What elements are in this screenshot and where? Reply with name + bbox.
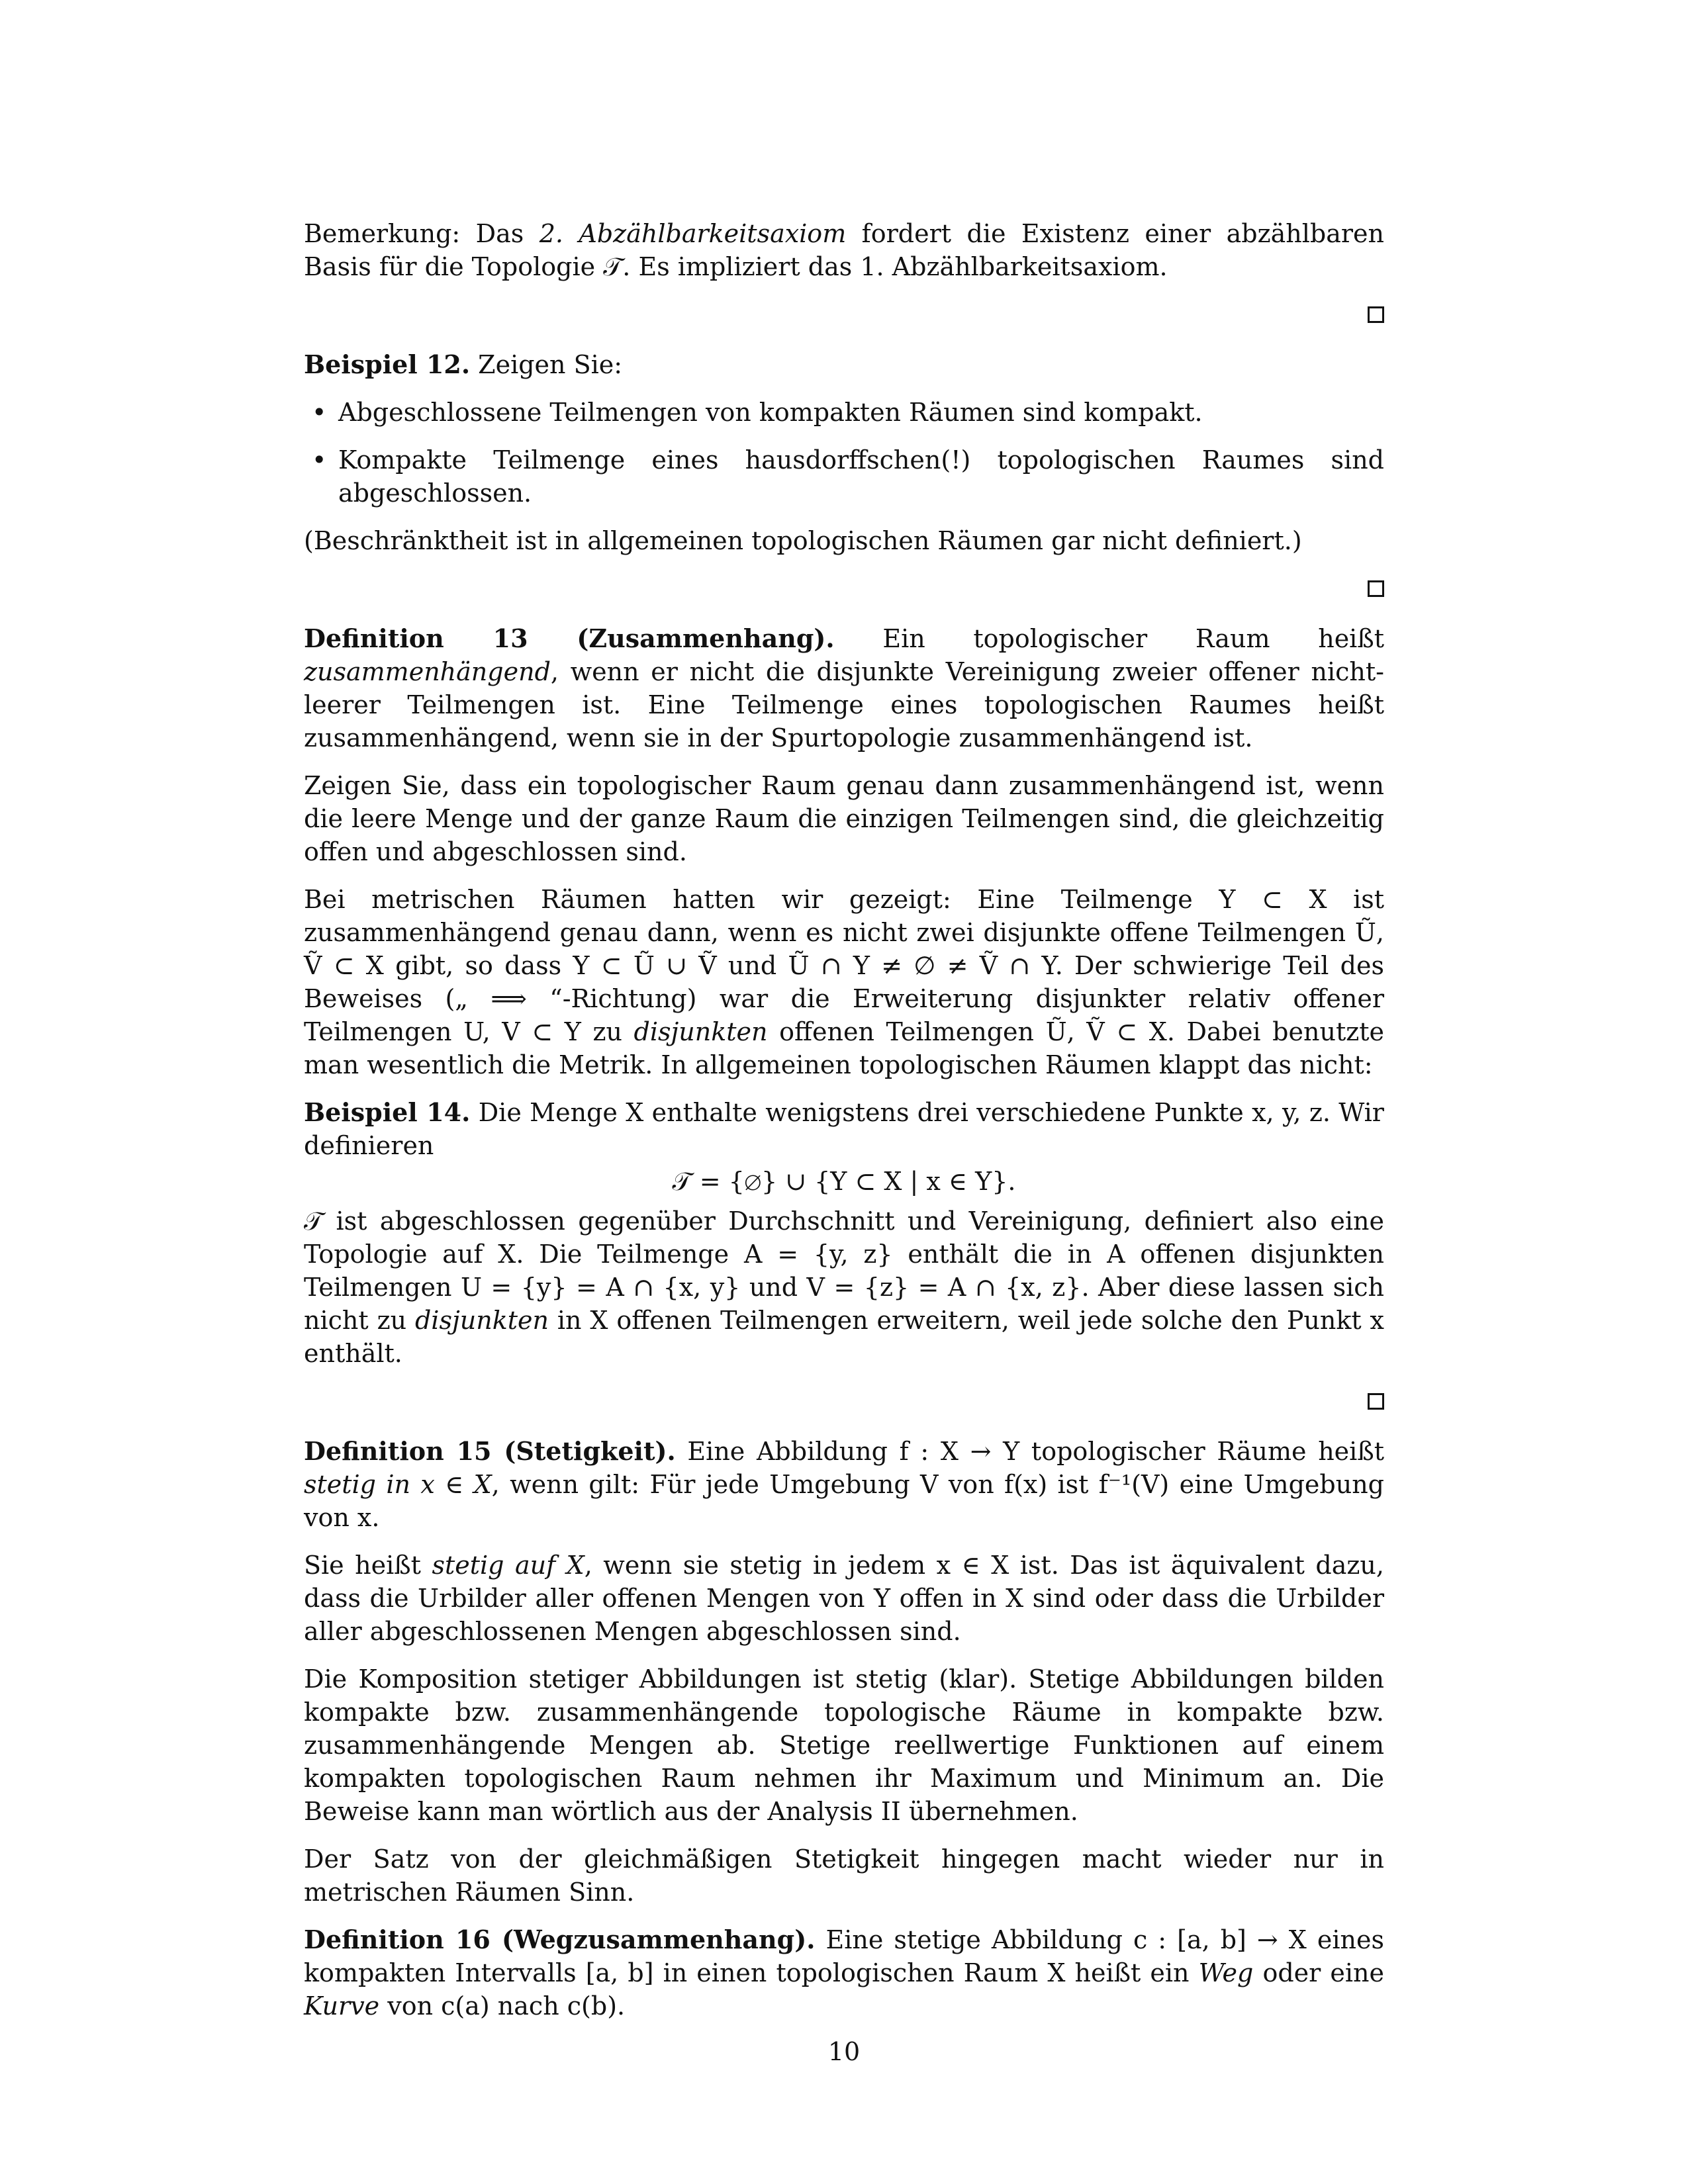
qed-square-icon — [1368, 1393, 1384, 1410]
qed-line — [304, 298, 1384, 334]
definition-15-text-end: , wenn gilt: Für jede Umgebung V von f(x) ist f⁻¹(V) eine Umgebung von x. — [304, 1470, 1384, 1532]
metric-note-text: Bei metrischen Räumen hatten wir gezeigt: Eine Teilmenge Y ⊂ X ist zusammenhängend genau dann, wenn es nicht zwei disjunkte offene Teilmengen Ũ, Ṽ ⊂ X gibt, so dass Y ⊂ Ũ ∪ Ṽ und Ũ ∩ Y ≠ ∅ ≠ Ṽ ∩ Y. Der schwierige Teil des Beweises („ ⟹ “-Richtung) war die Erweiterung disjunkter relativ offener Teilmengen U, V ⊂ Y zu — [304, 885, 1384, 1046]
example-14-text: Die Menge X enthalte wenigstens drei verschiedene Punkte x, y, z. Wir definieren — [304, 1098, 1384, 1160]
definition-15-global — [304, 1549, 1384, 1648]
definition-15-label: Definition 15 (Stetigkeit). — [304, 1436, 676, 1466]
definition-16-term-weg: Weg — [1198, 1958, 1254, 1987]
qed-square-icon — [1368, 306, 1384, 323]
definition-16-term-kurve: Kurve — [304, 1991, 380, 2021]
example-14-explanation-text: 𝒯 ist abgeschlossen gegenüber Durchschnitt und Vereinigung, definiert also eine Topologie auf X. Die Teilmenge A = {y, z} enthält die in A offenen disjunkten Teilmengen U = {y} = A ∩ {x, y} und V = {z} = A ∩ {x, z}. Aber diese lassen sich nicht zu — [304, 1206, 1384, 1335]
definition-13-label: Definition 13 (Zusammenhang). — [304, 623, 835, 653]
metric-note-emphasis: disjunkten — [633, 1017, 768, 1046]
qed-line — [304, 572, 1384, 608]
remark-text-end: fordert die Existenz einer abzählbaren Basis für die Topologie 𝒯. Es impliziert das 1. Abzählbarkeitsaxiom. — [304, 219, 1385, 281]
example-12-intro-text: Zeigen Sie: — [470, 350, 623, 379]
definition-13-task: Zeigen Sie, dass ein topologischer Raum genau dann zusammenhängend ist, wenn die leere Menge und der ganze Raum die einzigen Teilmengen sind, die gleichzeitig offen und abgeschlossen sind. — [304, 771, 1384, 866]
definition-15-paragraph — [304, 1435, 1384, 1534]
remark-text: Bemerkung: Das — [304, 219, 539, 248]
definition-16-text: Eine stetige Abbildung c : [a, b] → X eines kompakten Intervalls [a, b] in einen topologischen Raum X heißt ein — [304, 1925, 1384, 1987]
example-12-intro — [304, 348, 1384, 381]
example-12-note: (Beschränktheit ist in allgemeinen topologischen Räumen gar nicht definiert.) — [304, 526, 1302, 555]
definition-13-metric-note — [304, 883, 1384, 1081]
list-item: • Abgeschlossene Teilmengen von kompakten Räumen sind kompakt. — [338, 396, 1384, 429]
example-14-explanation-end: in X offenen Teilmengen erweitern, weil jede solche den Punkt x enthält. — [304, 1306, 1384, 1368]
definition-15-text: Eine Abbildung f : X → Y topologischer Räume heißt — [675, 1437, 1384, 1466]
remark-paragraph — [304, 217, 1384, 283]
list-item: • Kompakte Teilmenge eines hausdorffschen(!) topologischen Raumes sind abgeschlossen. — [338, 443, 1384, 510]
metric-note-text-end: offenen Teilmengen Ũ, Ṽ ⊂ X. Dabei benutzte man wesentlich die Metrik. In allgemeinen topologischen Räumen klappt das nicht: — [304, 1017, 1384, 1079]
definition-16-label: Definition 16 (Wegzusammenhang). — [304, 1925, 816, 1954]
definition-16-text-end: von c(a) nach c(b). — [379, 1991, 626, 2021]
definition-16-text-mid: oder eine — [1253, 1958, 1384, 1987]
example-12-list — [304, 396, 1384, 510]
global-text-end: , wenn sie stetig in jedem x ∈ X ist. Das ist äquivalent dazu, dass die Urbilder aller offenen Mengen von Y offen in X sind oder dass die Urbilder aller abgeschlossenen Mengen abgeschlossen sind. — [304, 1551, 1384, 1646]
remark-emphasis: 2. Abzählbarkeitsaxiom — [539, 219, 847, 248]
qed-square-icon — [1368, 580, 1384, 597]
definition-15-uniform: Der Satz von der gleichmäßigen Stetigkeit hingegen macht wieder nur in metrischen Räumen Sinn. — [304, 1844, 1384, 1907]
definition-15-term: stetig in x ∈ X — [304, 1470, 492, 1499]
definition-13-term: zusammenhängend — [304, 657, 551, 686]
example-14-label: Beispiel 14. — [304, 1097, 471, 1127]
page-content — [304, 217, 1384, 2037]
display-formula: 𝒯 = {∅} ∪ {Y ⊂ X | x ∈ Y}. — [672, 1167, 1016, 1196]
example-12-label: Beispiel 12. — [304, 349, 471, 379]
definition-16-paragraph — [304, 1923, 1384, 2023]
example-14-explanation — [304, 1205, 1384, 1370]
example-14-emphasis: disjunkten — [414, 1306, 549, 1335]
page-number: 10 — [827, 2037, 861, 2066]
definition-13-paragraph — [304, 622, 1384, 754]
definition-13-text-end: , wenn er nicht die disjunkte Vereinigung zweier offener nicht-leerer Teilmengen ist. Eine Teilmenge eines topologischen Raumes heißt zusammenhängend, wenn sie in der Spurtopologie zusammenhängend ist. — [304, 657, 1384, 752]
definition-15-composition: Die Komposition stetiger Abbildungen ist stetig (klar). Stetige Abbildungen bilden kompakte bzw. zusammenhängende topologische Räume in kompakte bzw. zusammenhängende Mengen ab. Stetige reellwertige Funktionen auf einem kompakten topologischen Raum nehmen ihr Maximum und Minimum an. Die Beweise kann man wörtlich aus der Analysis II übernehmen. — [304, 1664, 1384, 1826]
example-14-paragraph — [304, 1096, 1384, 1162]
qed-line — [304, 1385, 1384, 1420]
global-text: Sie heißt — [304, 1551, 432, 1580]
global-term: stetig auf X — [432, 1551, 585, 1580]
definition-13-text: Ein topologischer Raum heißt — [834, 624, 1384, 653]
